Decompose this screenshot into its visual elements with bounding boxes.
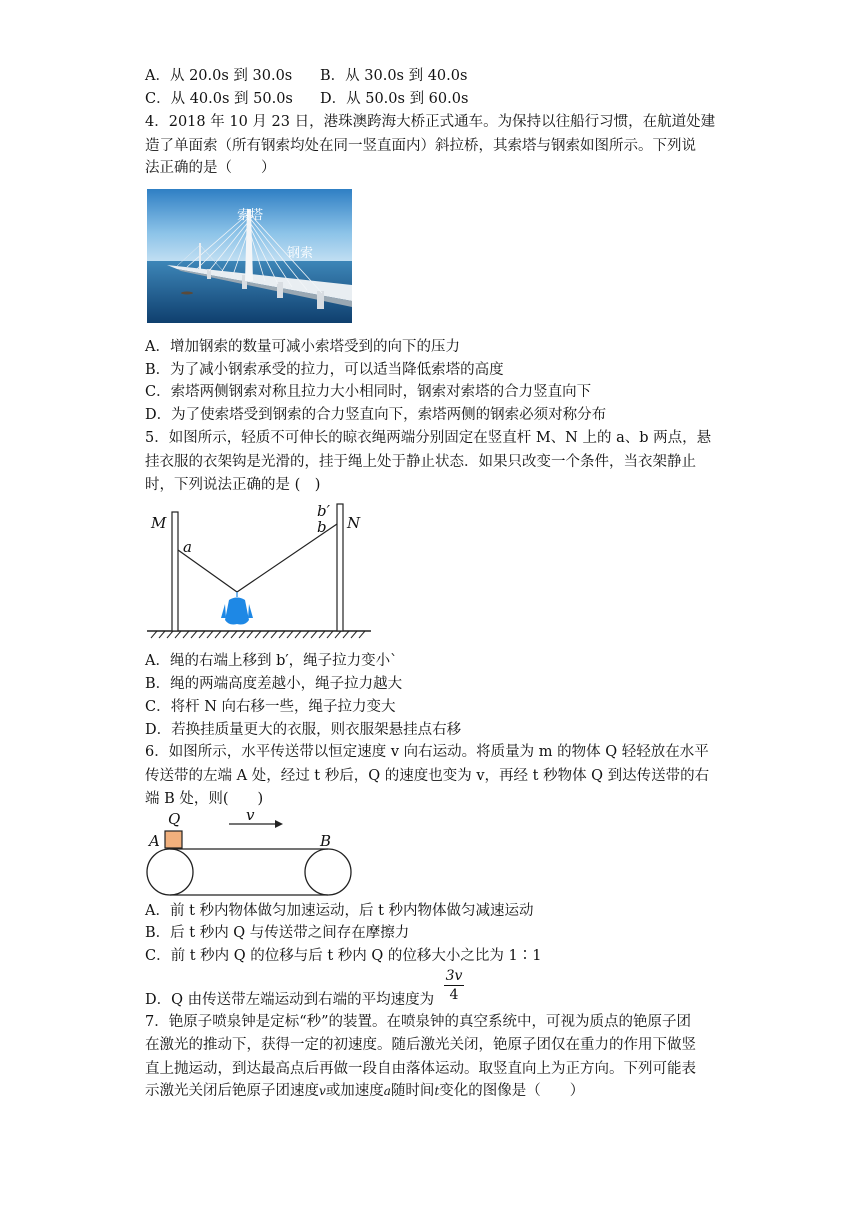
bridge-photo [147, 189, 352, 323]
q7-text-part-4: 变化的图像是（ ） [439, 1083, 585, 1099]
label-b: b [317, 518, 327, 536]
q5-option-c: C．将杆 N 向右移一些，绳子拉力变大 [145, 699, 396, 715]
clothesline-figure [145, 500, 375, 645]
q7-stem-line-2: 在激光的推动下，获得一定的初速度。随后激光关闭，铯原子团仅在重力的作用下做竖 [145, 1037, 696, 1053]
label-Q: Q [168, 810, 181, 828]
label-B: B [320, 832, 332, 850]
fraction-bar [444, 985, 464, 986]
fraction-denominator: 4 [449, 987, 459, 1003]
q5-option-a: A．绳的右端上移到 b′，绳子拉力变小` [145, 653, 398, 669]
q5-stem-line-2: 挂衣服的衣架钩是光滑的，挂于绳上处于静止状态．如果只改变一个条件，当衣架静止 [145, 454, 696, 470]
q4-option-a: A．增加钢索的数量可减小索塔受到的向下的压力 [145, 339, 460, 355]
label-a: a [183, 538, 192, 556]
q4-stem-line-3: 法正确的是（ ） [145, 160, 276, 176]
q3-options-row-1 [145, 66, 715, 86]
q3-option-a: A．从 20.0s 到 30.0s [145, 68, 293, 84]
q4-stem-line-2: 造了单面索（所有钢索均处在同一竖直面内）斜拉桥，其索塔与钢索如图所示。下列说 [145, 138, 696, 154]
symbol-t: t [434, 1084, 440, 1098]
q7-text-part-2: 或加速度 [325, 1083, 384, 1099]
q3-option-c: C．从 40.0s 到 50.0s [145, 91, 293, 107]
q7-stem-line-4 [145, 1081, 715, 1101]
q3-options-row-2 [145, 89, 715, 109]
q5-stem-line-3: 时，下列说法正确的是 ( ) [145, 477, 321, 493]
q6-stem-line-2: 传送带的左端 A 处，经过 t 秒后，Q 的速度也变为 v，再经 t 秒物体 Q 到达传送带的右 [145, 768, 710, 784]
fraction-numerator: 3v [445, 968, 463, 984]
q6-stem-line-3: 端 B 处，则( ) [145, 791, 264, 807]
q3-option-b: B．从 30.0s 到 40.0s [320, 68, 468, 84]
label-v: v [246, 806, 255, 824]
q7-text-part-3: 随时间 [390, 1083, 435, 1099]
q6-option-a: A．前 t 秒内物体做匀加速运动，后 t 秒内物体做匀减速运动 [145, 903, 534, 919]
q5-option-d: D．若换挂质量更大的衣服，则衣服架悬挂点右移 [145, 722, 462, 738]
tower-label: 索塔 [237, 208, 264, 223]
label-N: N [347, 514, 361, 532]
q6-stem-line-1: 6．如图所示，水平传送带以恒定速度 v 向右运动。将质量为 m 的物体 Q 轻轻放在水平 [145, 744, 709, 760]
q4-stem-line-1: 4．2018 年 10 月 23 日，港珠澳跨海大桥正式通车。为保持以往船行习惯，在航道处建 [145, 114, 716, 130]
conveyor-figure [145, 806, 360, 900]
q4-option-c: C．索塔两侧钢索对称且拉力大小相同时，钢索对索塔的合力竖直向下 [145, 384, 592, 400]
q7-stem-line-1: 7．铯原子喷泉钟是定标“秒”的装置。在喷泉钟的真空系统中，可视为质点的铯原子团 [145, 1014, 692, 1030]
label-M: M [151, 514, 167, 532]
symbol-a: a [383, 1084, 391, 1098]
q6-option-c: C．前 t 秒内 Q 的位移与后 t 秒内 Q 的位移大小之比为 1∶1 [145, 948, 542, 964]
q6-option-d: D．Q 由传送带左端运动到右端的平均速度为 [145, 992, 435, 1008]
q4-option-d: D．为了使索塔受到钢索的合力竖直向下，索塔两侧的钢索必须对称分布 [145, 407, 607, 423]
q7-text-part-1: 示激光关闭后铯原子团速度 [145, 1083, 319, 1099]
q6-option-b: B．后 t 秒内 Q 与传送带之间存在摩擦力 [145, 925, 410, 941]
cable-label: 钢索 [287, 246, 314, 261]
q5-option-b: B．绳的两端高度差越小，绳子拉力越大 [145, 676, 403, 692]
q5-stem-line-1: 5．如图所示，轻质不可伸长的晾衣绳两端分别固定在竖直杆 M、N 上的 a、b 两点，悬 [145, 430, 712, 446]
q4-option-b: B．为了减小钢索承受的拉力，可以适当降低索塔的高度 [145, 362, 504, 378]
average-velocity-fraction [442, 968, 466, 1003]
label-A: A [149, 832, 160, 850]
q3-option-d: D．从 50.0s 到 60.0s [320, 91, 469, 107]
q7-stem-line-3: 直上抛运动，到达最高点后再做一段自由落体运动。取竖直向上为正方向。下列可能表 [145, 1061, 696, 1077]
label-b-prime: b′ [317, 502, 331, 520]
symbol-v: v [319, 1084, 326, 1098]
